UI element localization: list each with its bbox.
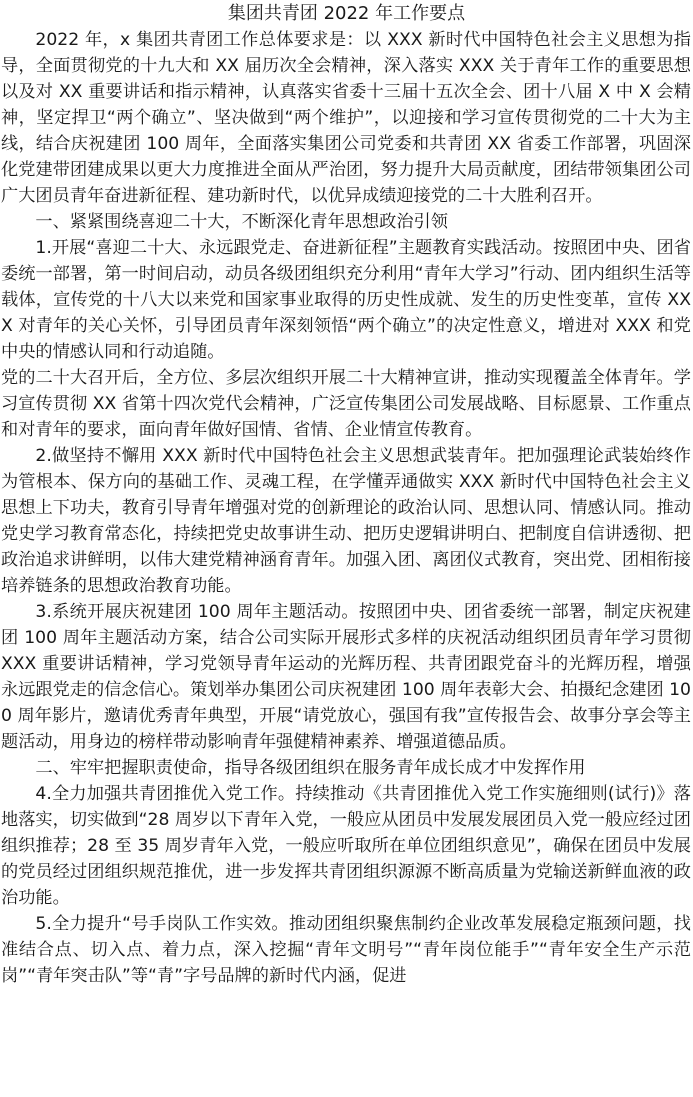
- paragraph-item-5: 5.全力提升“号手岗队工作实效。推动团组织聚焦制约企业改革发展稳定瓶颈问题，找准结合点、切入点、着力点，深入挖掘“青年文明号”“青年岗位能手”“青年安全生产示范岗”“青年突击队”等“青”字号品牌的新时代内涵，促进: [1, 914, 691, 986]
- paragraph-item-1-continued: 党的二十大召开后，全方位、多层次组织开展二十大精神宣讲，推动实现覆盖全体青年。学习宣传贯彻 XX 省第十四次党代会精神，广泛宣传集团公司发展战略、目标愿景、工作重点和对青年的要求，面向青年做好国情、省情、企业情宣传教育。: [1, 368, 691, 440]
- paragraph-item-4: 4.全力加强共青团推优入党工作。持续推动《共青团推优入党工作实施细则(试行)》落地落实，切实做到“28 周岁以下青年入党，一般应从团员中发展发展团员入党一般应经过团组织推荐；28 至 35 周岁青年入党，一般应听取所在单位团组织意见”，确保在团员中发展的党员经过团组织规范推优，进一步发挥共青团组织源源不断高质量为党输送新鲜血液的政治功能。: [1, 784, 691, 908]
- paragraph-item-2: 2.做坚持不懈用 XXX 新时代中国特色社会主义思想武装青年。把加强理论武装始终作为管根本、保方向的基础工作、灵魂工程，在学懂弄通做实 XXX 新时代中国特色社会主义思想上下功夫，教育引导青年增强对党的创新理论的政治认同、思想认同、情感认同。推动党史学习教育常态化，持续把党史故事讲生动、把历史逻辑讲明白、把制度自信讲透彻、把政治追求讲鲜明，以伟大建党精神涵育青年。加强入团、离团仪式教育，突出党、团相衔接培养链条的思想政治教育功能。: [1, 446, 691, 596]
- section-heading-1: 一、紧紧围绕喜迎二十大，不断深化青年思想政治引领: [35, 212, 448, 232]
- paragraph-item-1: 1.开展“喜迎二十大、永远跟党走、奋进新征程”主题教育实践活动。按照团中央、团省委统一部署，第一时间启动，动员各级团组织充分利用“青年大学习”行动、团内组织生活等载体，宣传党的十八大以来党和国家事业取得的历史性成就、发生的历史性变革，宣传 XXX 对青年的关心关怀，引导团员青年深刻领悟“两个确立”的决定性意义，增进对 XXX 和党中央的情感认同和行动追随。: [1, 238, 691, 362]
- document-title: 集团共青团 2022 年工作要点: [227, 3, 466, 24]
- paragraph-item-3: 3.系统开展庆祝建团 100 周年主题活动。按照团中央、团省委统一部署，制定庆祝建团 100 周年主题活动方案，结合公司实际开展形式多样的庆祝活动组织团员青年学习贯彻 XXX 重要讲话精神，学习党领导青年运动的光辉历程、共青团跟党奋斗的光辉历程，增强永远跟党走的信念信心。策划举办集团公司庆祝建团 100 周年表彰大会、拍摄纪念建团 100 周年影片，邀请优秀青年典型，开展“请党放心，强国有我”宣传报告会、故事分享会等主题活动，用身边的榜样带动影响青年强健精神素养、增强道德品质。: [1, 602, 691, 752]
- paragraph-general-requirements: 2022 年，x 集团共青团工作总体要求是：以 XXX 新时代中国特色社会主义思想为指导，全面贯彻党的十九大和 XX 届历次全会精神，深入落实 XXX 关于青年工作的重要思想以及对 XX 重要讲话和指示精神，认真落实省委十三届十五次全会、团十八届 X 中 X 会精神，坚定捍卫“两个确立”、坚决做到“两个维护”，以迎接和学习宣传贯彻党的二十大为主线，结合庆祝建团 100 周年，全面落实集团公司党委和共青团 XX 省委工作部署，巩固深化党建带团建成果以更大力度推进全面从严治团，努力提升大局贡献度，团结带领集团公司广大团员青年奋进新征程、建功新时代，以优异成绩迎接党的二十大胜利召开。: [1, 30, 691, 206]
- section-heading-2: 二、牢牢把握职责使命，指导各级团组织在服务青年成长成才中发挥作用: [35, 758, 586, 778]
